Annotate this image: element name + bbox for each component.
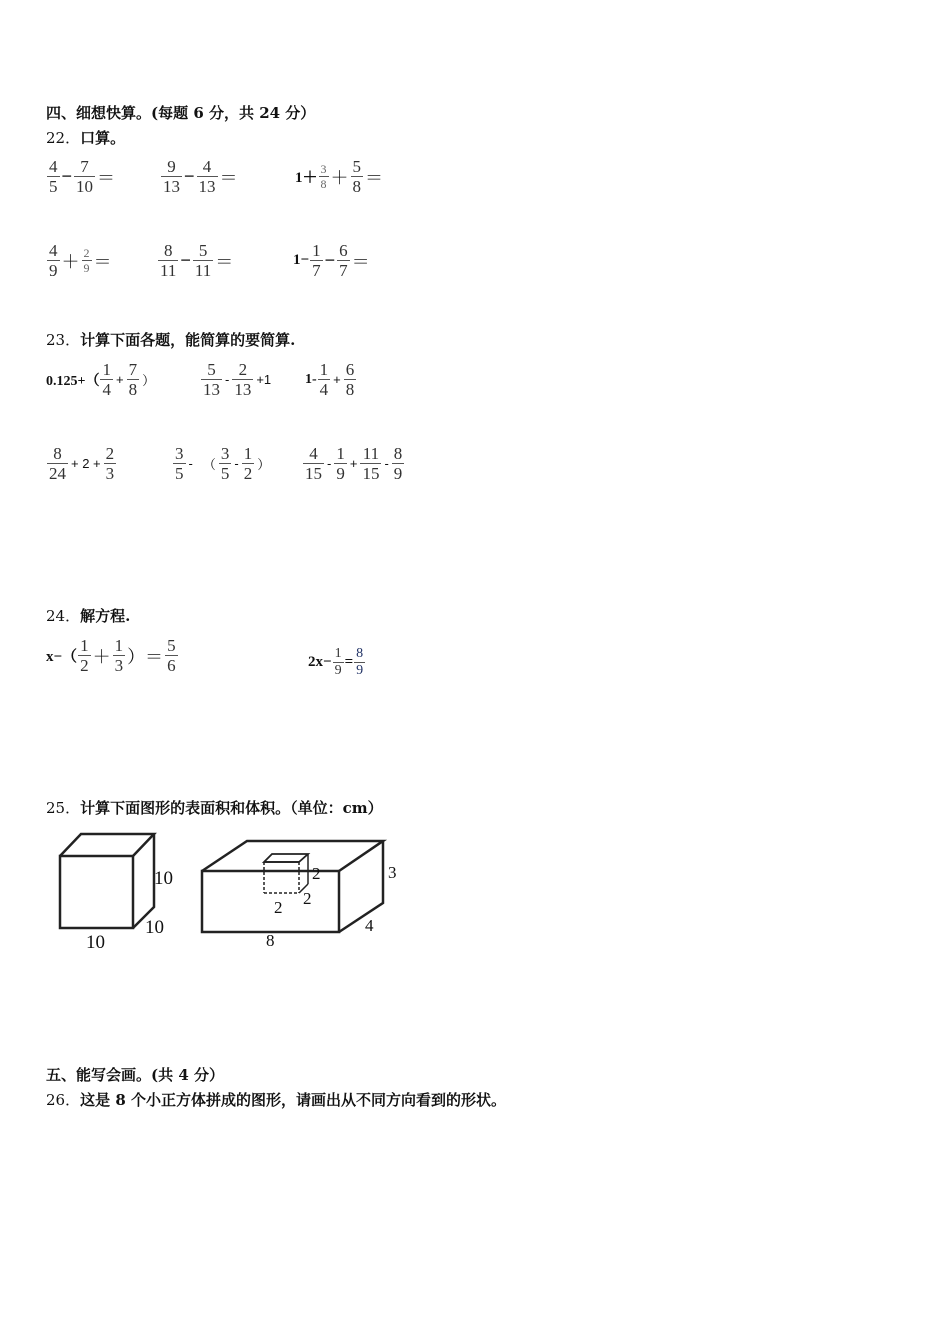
fraction: $\frac{1}{2}$ (80, 636, 89, 675)
question-22-heading (46, 127, 125, 148)
fraction: $\frac{1}{7}$ (312, 241, 321, 280)
fraction: $\frac{6}{8}$ (345, 360, 355, 399)
question-24-heading (46, 605, 130, 626)
cuboid-height-label: 3 (388, 863, 397, 882)
fraction: $\frac{1}{4}$ (102, 360, 111, 399)
question-title: 口算。 (80, 129, 126, 147)
fraction: $\frac{4}{13}$ (198, 157, 216, 196)
question-25-heading (46, 797, 383, 818)
fraction: $\frac{6}{7}$ (339, 241, 348, 280)
fraction: $\frac{7}{10}$ (76, 157, 94, 196)
calc-23-4: $\frac{8}{24}$ + 2 + $\frac{2}{3}$ (49, 444, 115, 483)
oral-calc-2: $\frac{9}{13}$ − $\frac{4}{13}$ ＝ (163, 157, 238, 196)
oral-calc-4: $\frac{4}{9}$ ＋ $\frac{2}{9}$ ＝ (49, 241, 112, 280)
fraction: $\frac{8}{24}$ (49, 444, 66, 483)
equation-1: x−（ $\frac{1}{2}$ ＋ $\frac{1}{3}$ ）＝ $\frac{5}{6}$ (46, 636, 176, 675)
fraction: $\frac{5}{13}$ (203, 360, 220, 399)
cube-depth-label: 10 (145, 917, 164, 938)
calc-23-2: $\frac{5}{13}$ - $\frac{2}{13}$ +1 (203, 360, 272, 399)
question-number: 26． (46, 1091, 81, 1109)
fraction: $\frac{8}{11}$ (160, 241, 177, 280)
fraction: $\frac{2}{3}$ (105, 444, 115, 483)
fraction: $\frac{1}{2}$ (243, 444, 253, 483)
cube-front-face (60, 856, 133, 928)
section-five-heading: 五、能写会画。(共 4 分） (46, 1066, 224, 1084)
fraction: $\frac{2}{9}$ (83, 246, 90, 275)
calc-23-1: 0.125+（ $\frac{1}{4}$ + $\frac{7}{8}$ ） (46, 360, 156, 399)
cube-top-face (60, 834, 154, 856)
fraction: $\frac{4}{9}$ (49, 241, 58, 280)
section-four-heading: 四、细想快算。(每题 6 分，共 24 分） (46, 104, 316, 122)
fraction: $\frac{5}{8}$ (352, 157, 362, 196)
fraction: $\frac{4}{5}$ (49, 157, 58, 196)
hole-depth-label: 2 (303, 889, 312, 908)
fraction: $\frac{1}{4}$ (319, 360, 329, 399)
question-number: 23． (46, 331, 81, 349)
fraction: $\frac{3}{8}$ (320, 162, 327, 191)
fraction: $\frac{8}{9}$ (356, 646, 364, 678)
cuboid-length-label: 8 (266, 931, 275, 950)
question-23-heading (46, 329, 295, 350)
calc-23-3: 1- $\frac{1}{4}$ + $\frac{6}{8}$ (305, 360, 355, 399)
hole-top (264, 854, 308, 862)
fraction: $\frac{11}{15}$ (362, 444, 380, 483)
question-number: 25． (46, 799, 81, 817)
fraction: $\frac{7}{8}$ (128, 360, 138, 399)
cube-width-label: 10 (86, 932, 105, 953)
fraction: $\frac{1}{9}$ (334, 646, 342, 678)
cuboid-top-face (202, 841, 383, 871)
fraction: $\frac{1}{3}$ (114, 636, 124, 675)
fraction: $\frac{4}{15}$ (305, 444, 322, 483)
fraction: $\frac{2}{13}$ (234, 360, 252, 399)
fraction: $\frac{3}{5}$ (220, 444, 230, 483)
question-number: 24． (46, 607, 81, 625)
oral-calc-1: $\frac{4}{5}$ − $\frac{7}{10}$ ＝ (49, 157, 116, 196)
question-title: 这是 8 个小正方体拼成的图形，请画出从不同方向看到的形状。 (80, 1091, 506, 1109)
cube-height-label: 10 (154, 868, 173, 889)
question-26-heading (46, 1089, 506, 1110)
oral-calc-5: $\frac{8}{11}$ − $\frac{5}{11}$ ＝ (160, 241, 234, 280)
fraction: $\frac{3}{5}$ (175, 444, 184, 483)
question-title: 解方程. (80, 607, 131, 625)
oral-calc-3: 1＋ $\frac{3}{8}$ ＋ $\frac{5}{8}$ ＝ (295, 157, 384, 196)
fraction: $\frac{5}{11}$ (194, 241, 212, 280)
hole-width-label: 2 (274, 898, 283, 917)
equation-2: 2x− $\frac{1}{9}$ = $\frac{8}{9}$ (308, 646, 364, 678)
calc-23-6: $\frac{4}{15}$ - $\frac{1}{9}$ + $\frac{11}{15}$ - $\frac{8}{9}$ (305, 444, 403, 483)
question-number: 22． (46, 129, 81, 147)
oral-calc-6: 1− $\frac{1}{7}$ − $\frac{6}{7}$ ＝ (293, 241, 370, 280)
calc-23-5: $\frac{3}{5}$ - （ $\frac{3}{5}$ - $\frac{1}{2}$ ） (175, 444, 271, 483)
question-title: 计算下面图形的表面积和体积。（单位：cm） (80, 799, 383, 817)
hole-cube (264, 854, 308, 893)
hole-height-label: 2 (312, 864, 321, 883)
fraction: $\frac{8}{9}$ (393, 444, 403, 483)
solid-figures (40, 825, 420, 955)
cube-side-face (133, 834, 154, 928)
cuboid-width-label: 4 (365, 916, 374, 935)
fraction: $\frac{1}{9}$ (336, 444, 345, 483)
fraction: $\frac{5}{6}$ (167, 636, 176, 675)
cube-figure (60, 834, 154, 928)
question-title: 计算下面各题，能简算的要简算. (80, 331, 296, 349)
fraction: $\frac{9}{13}$ (163, 157, 180, 196)
